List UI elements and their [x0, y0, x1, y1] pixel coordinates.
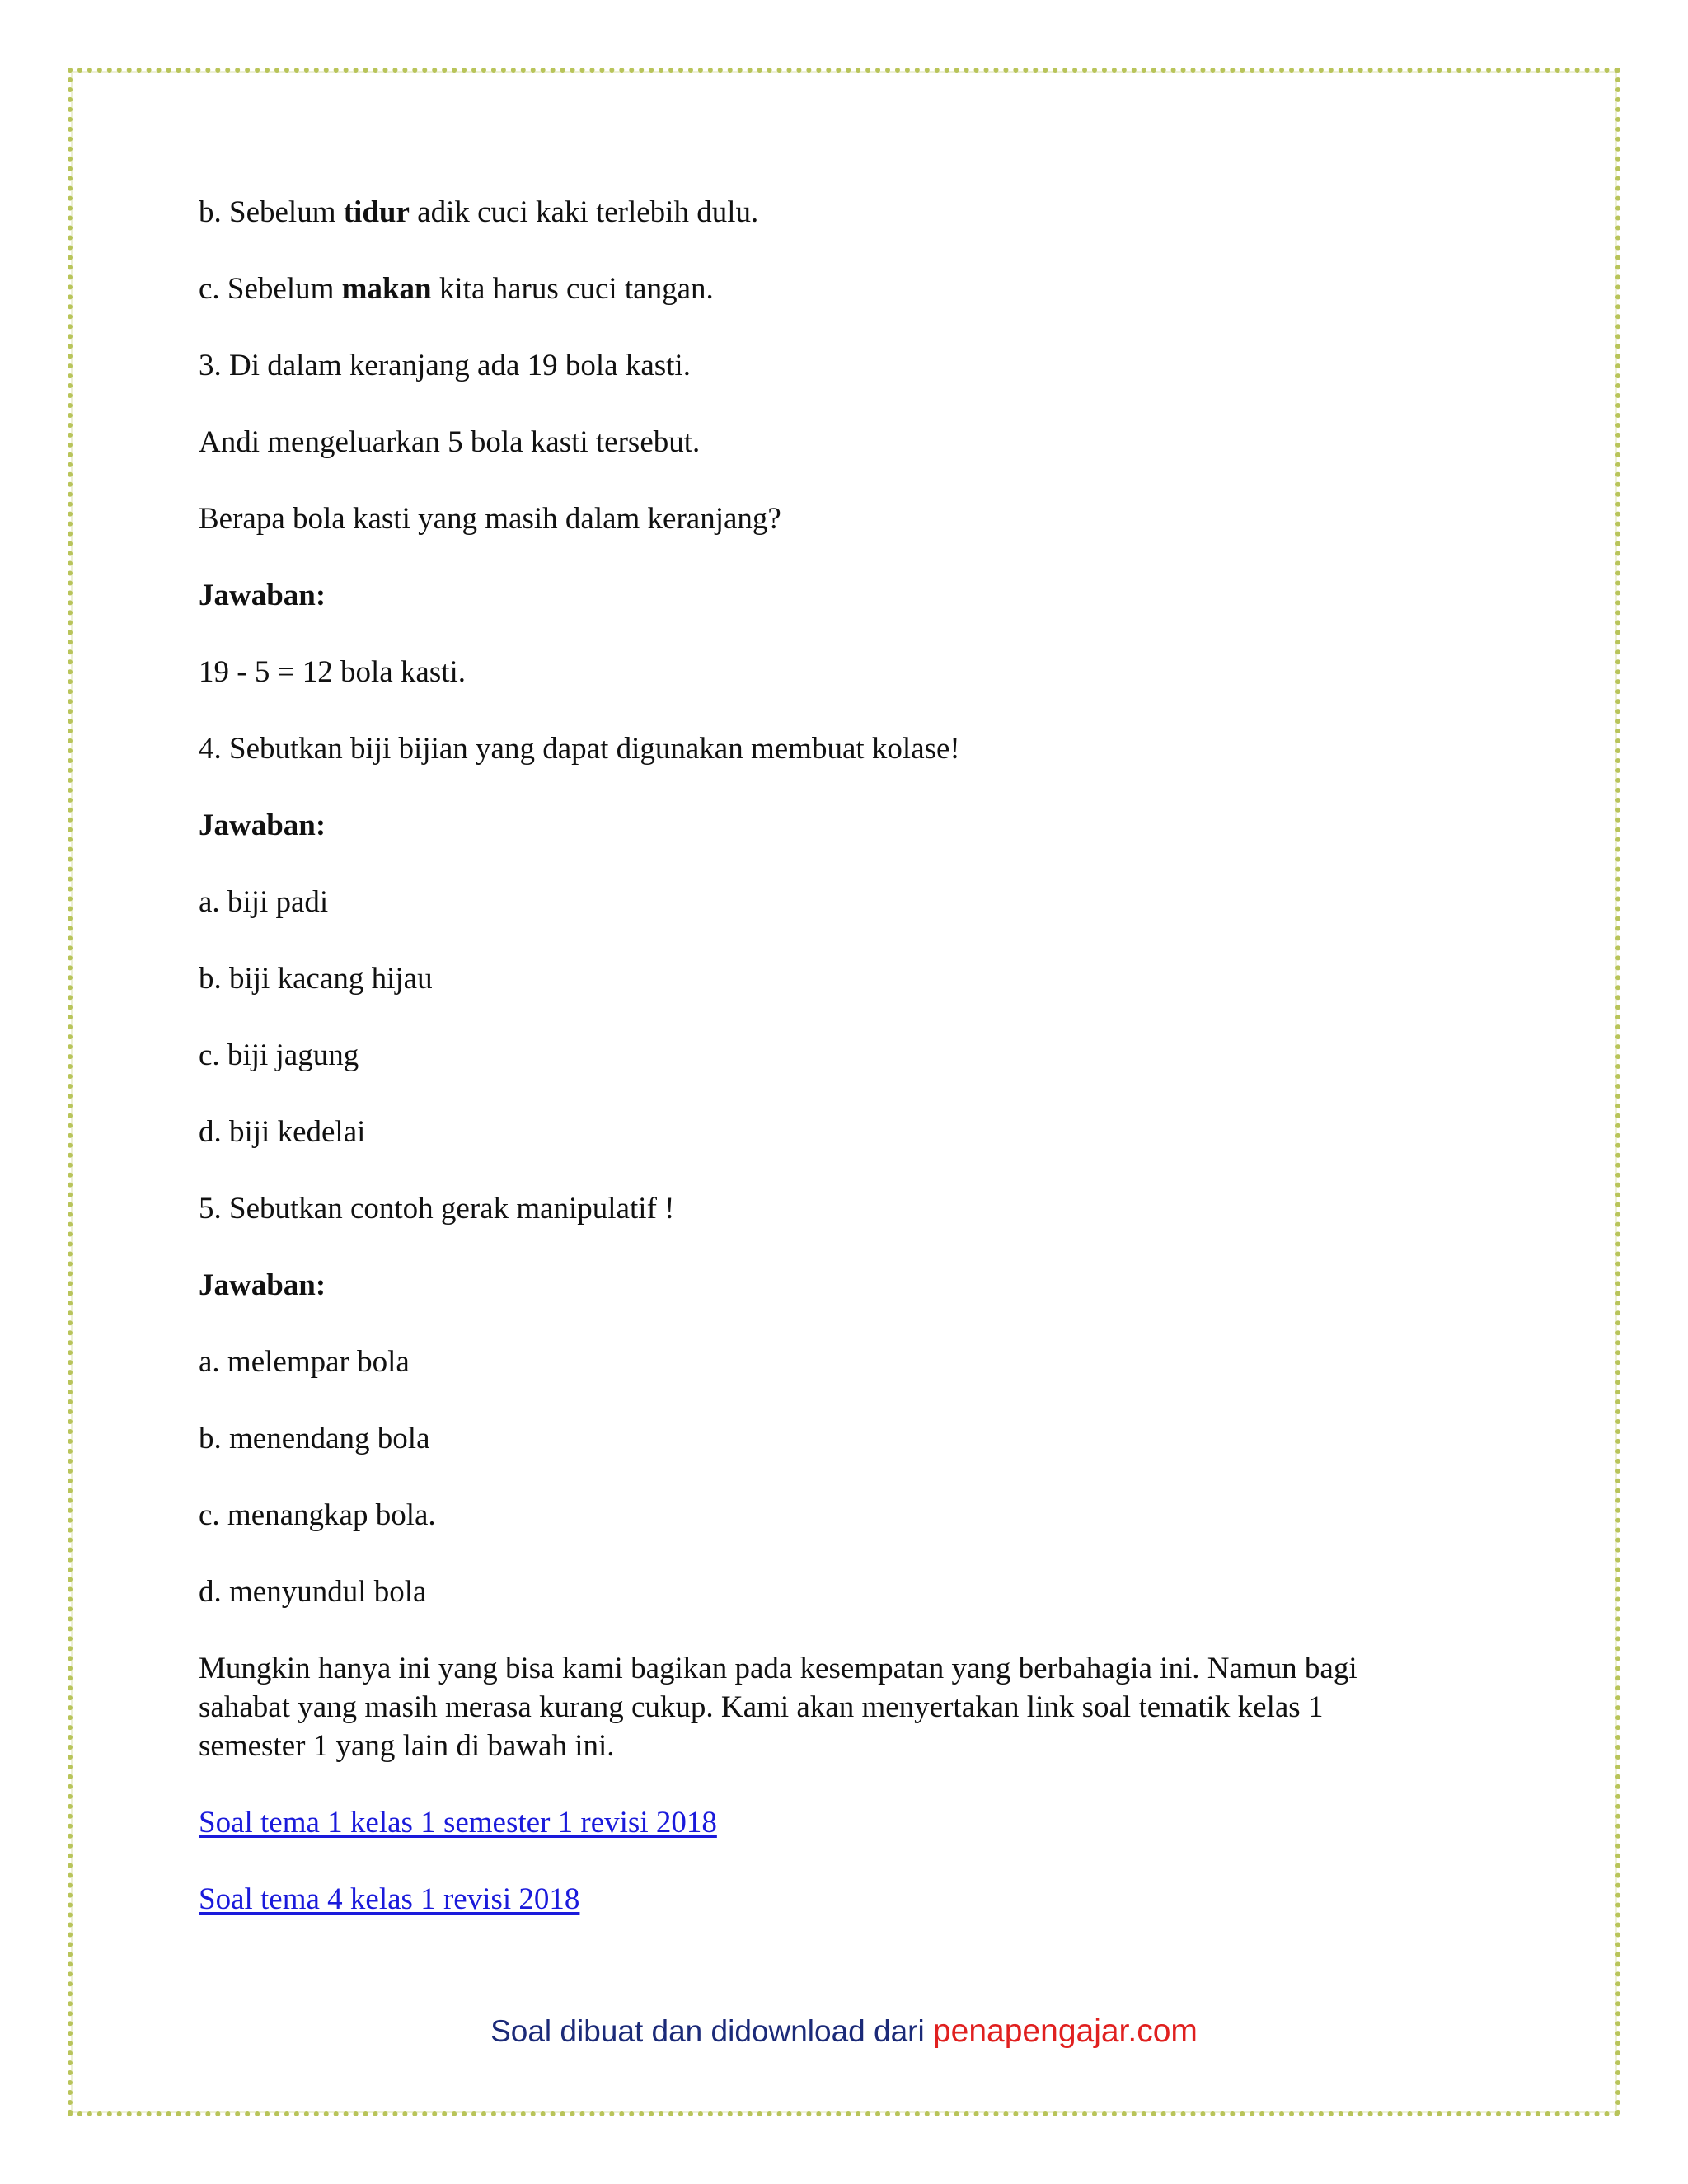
link-row-1	[199, 1803, 1484, 1842]
statement-b-tidur	[199, 193, 1484, 232]
answer-heading: Jawaban:	[199, 579, 326, 612]
link-row-2	[199, 1880, 1484, 1919]
answer-heading: Jawaban:	[199, 1268, 326, 1302]
footer-text: Soal dibuat dan didownload dari	[490, 2014, 933, 2048]
page-footer	[0, 2013, 1688, 2050]
closing-line: semester 1 yang lain di bawah ini.	[199, 1729, 615, 1763]
question-3-line-2: Andi mengeluarkan 5 bola kasti tersebut.	[199, 425, 701, 459]
question-3: 3. Di dalam keranjang ada 19 bola kasti.	[199, 349, 691, 382]
statement-c-makan	[199, 269, 1484, 308]
question-5: 5. Sebutkan contoh gerak manipulatif !	[199, 1192, 675, 1226]
link-soal-tema-4[interactable]: Soal tema 4 kelas 1 revisi 2018	[199, 1882, 580, 1916]
answer-3: 19 - 5 = 12 bola kasti.	[199, 655, 467, 689]
answer-4-d: d. biji kedelai	[199, 1115, 366, 1149]
text-segment: adik cuci kaki terlebih dulu.	[409, 195, 759, 229]
closing-line: sahabat yang masih merasa kurang cukup. Kami akan menyertakan link soal tematik kelas 1	[199, 1690, 1324, 1724]
answer-5-a: a. melempar bola	[199, 1345, 410, 1379]
text-segment: b. Sebelum	[199, 195, 344, 229]
text-segment: c. Sebelum	[199, 272, 342, 306]
answer-4-c: c. biji jagung	[199, 1038, 359, 1072]
link-soal-tema-1[interactable]: Soal tema 1 kelas 1 semester 1 revisi 2018	[199, 1806, 717, 1840]
closing-paragraph	[199, 1649, 1484, 1765]
bold-word: makan	[341, 272, 432, 306]
question-3-line-3: Berapa bola kasti yang masih dalam keranjang?	[199, 502, 781, 536]
answer-4-a: a. biji padi	[199, 885, 329, 919]
document-body	[199, 193, 1484, 1957]
answer-heading: Jawaban:	[199, 808, 326, 842]
answer-4-b: b. biji kacang hijau	[199, 962, 433, 996]
answer-5-b: b. menendang bola	[199, 1422, 430, 1455]
bold-word: tidur	[343, 195, 410, 229]
answer-5-d: d. menyundul bola	[199, 1575, 427, 1609]
answer-5-c: c. menangkap bola.	[199, 1498, 436, 1532]
text-segment: kita harus cuci tangan.	[431, 272, 714, 306]
question-4: 4. Sebutkan biji bijian yang dapat digunakan membuat kolase!	[199, 732, 960, 766]
footer-brand: penapengajar.com	[932, 2013, 1198, 2049]
closing-line: Mungkin hanya ini yang bisa kami bagikan pada kesempatan yang berbahagia ini. Namun bagi	[199, 1652, 1357, 1685]
